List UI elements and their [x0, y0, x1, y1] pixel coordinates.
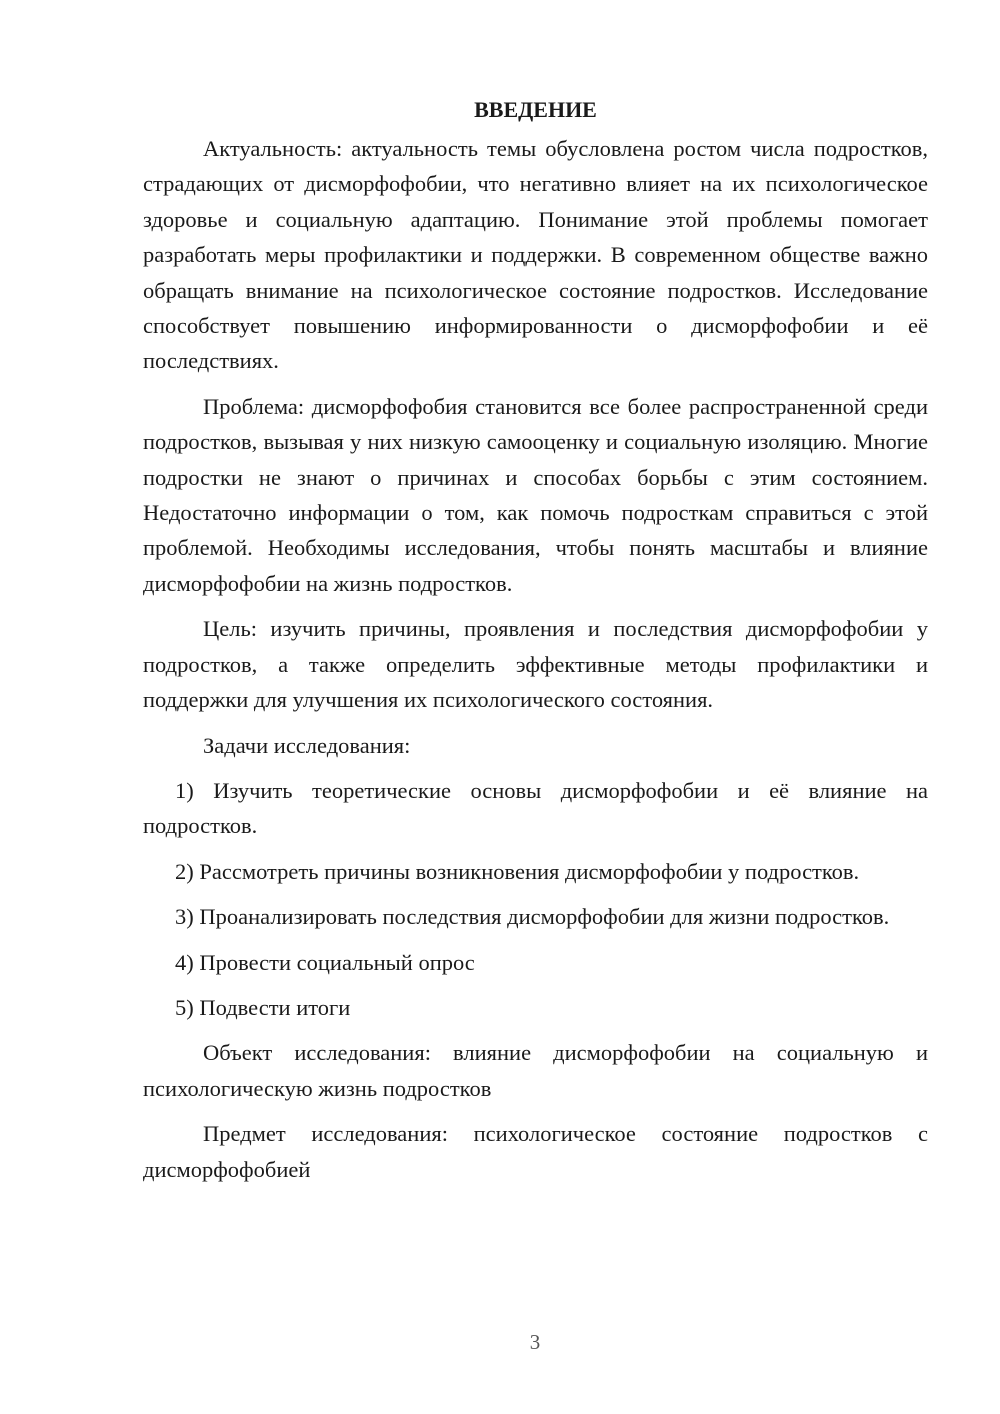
task-item-5: 5) Подвести итоги [175, 994, 351, 1020]
paragraph-problem: Проблема: дисморфофобия становится все более распространенной среди подростков, вызывая у них низкую самооценку и социальную изоляцию. Многие подростки не знают о причинах и способах борьбы с этим состоянием. Недостаточно информации о том, как помочь подросткам справиться с этой проблемой. Необходимы исследования, чтобы понять масштабы и влияние дисморфофобии на жизнь подростков. [143, 393, 928, 596]
page-number: 3 [529, 1330, 541, 1354]
paragraph-goal: Цель: изучить причины, проявления и последствия дисморфофобии у подростков, а также определить эффективные методы профилактики и поддержки для улучшения их психологического состояния. [143, 616, 928, 713]
tasks-heading: Задачи исследования: [203, 732, 411, 758]
paragraph-subject: Предмет исследования: психологическое состояние подростков с дисморфофобией [143, 1121, 928, 1182]
task-item-2: 2) Рассмотреть причины возникновения дисморфофобии у подростков. [175, 858, 860, 884]
task-item-3: 3) Проанализировать последствия дисморфофобии для жизни подростков. [175, 904, 890, 930]
paragraph-relevance: Актуальность: актуальность темы обусловлена ростом числа подростков, страдающих от дисморфофобии, что негативно влияет на их психологическое здоровье и социальную адаптацию. Понимание этой проблемы помогает разработать меры профилактики и поддержки. В современном обществе важно обращать внимание на психологическое состояние подростков. Исследование способствует повышению информированности о дисморфофобии и её последствиях. [143, 136, 928, 374]
paragraph-object: Объект исследования: влияние дисморфофобии на социальную и психологическую жизнь подростков [143, 1040, 928, 1101]
task-item-1: 1) Изучить теоретические основы дисморфофобии и её влияние на подростков. [143, 777, 928, 839]
page-title: ВВЕДЕНИЕ [474, 97, 597, 122]
document-page [143, 95, 928, 1197]
task-item-4: 4) Провести социальный опрос [175, 949, 475, 975]
